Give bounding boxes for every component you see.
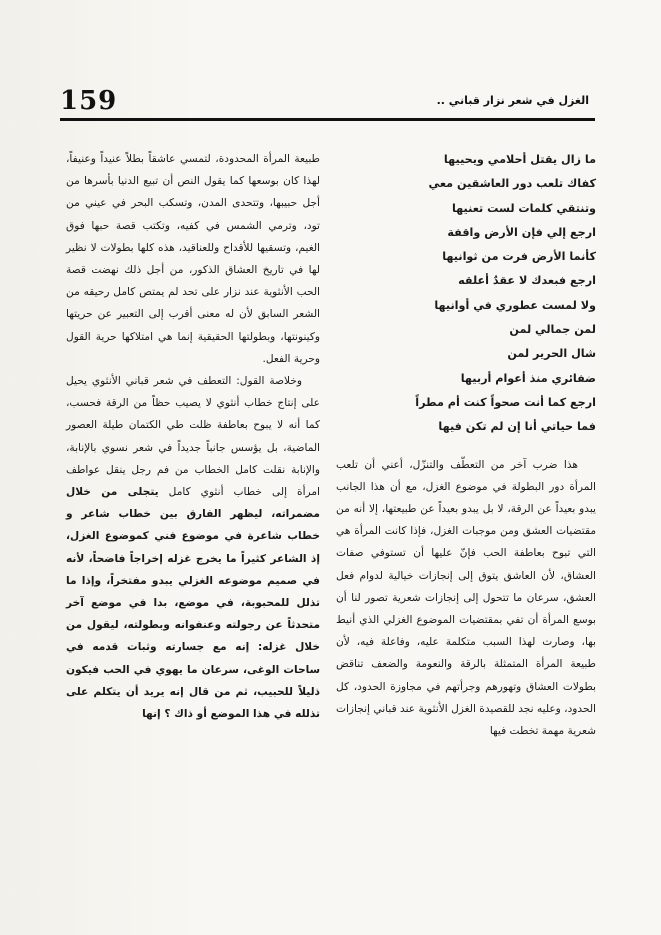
- left-paragraph-1: طبيعة المرأة المحدودة، لتمسي عاشقاً بطلاً عنيداً وعنيفاً، لهذا كان بوسعها كما يقول النص أن تبيع الدنيا بأسرها من أجل حبيبها، وتتحدى المدن، وتسكب البحر في عيني من تود، وترمي الشمس في كفيه، وتكتب قصة حبها فوق الغيم، وتسقيها للأقداح وللعناقيد، هذه كلها بطولات لا نظير لها في تاريخ العشاق الذكور، من أجل ذلك نهضت قصة الحب الأنثوية عند نزار على تحد لم يمتص كامل رحيقه من الشعر السابق لأن له معنى أقرب إلى التعبير عن حريتها وكينونتها، وبطولتها الحقيقية إنما هي امتلاكها حرية القول وحرية الفعل.: [66, 153, 320, 365]
- verse-line: كفاك تلعب دور العاشقين معي: [428, 177, 596, 191]
- paragraph-plain-text: وخلاصة القول: التعطف في شعر قباني الأنثوي يحيل على إنتاج خطاب أنثوي لا يصيب حظاً من الرقة فحسب، كما أنه لا يبوح بعاطفة ظلت طي الكتمان طيلة العصور الماضية، بل يؤسس جانباً جديداً في شعر نسوي بالإنابة، والإنابة نقلت كامل الخطاب من فم رجل ينقل عواطف امرأة إلى خطاب أنثوي كامل: [66, 375, 320, 499]
- verse-line: ضفائري منذ أعوام أربيها: [460, 371, 596, 385]
- running-title: الغزل في شعر نزار قباني ..: [436, 94, 589, 107]
- page-number: 159: [60, 86, 118, 116]
- paragraph-bold-text: يتجلى من خلال مضمراته، ليظهر الفارق بين خطاب شاعر و خطاب شاعرة في موضوع فني كموضوع الغزل، إذ الشاعر كثيراً ما يخرج غزله إخراجاً فاضحاً، لأنه في صميم موضوعه الغزلي يبدو مفتخراً، وإذا ما تذلل للمحبوبة، في موضع، بدا في موضع آخر متحدثاً عن رجولته وعنفوانه وبطولته، ليقول من خلال غزله: إنه مع جسارته وثبات قدمه في ساحات الوغى، سرعان ما يهوي في الحب فيكون ذليلاً للحبيب، ثم من قال إنه يريد أن يتكلم على تذلله في هذا الموضع أو ذاك ؟ إنها: [66, 486, 320, 721]
- right-column: [336, 148, 596, 742]
- verse-line: كأنما الأرض فرت من ثوانيها: [442, 250, 596, 264]
- verse-line: وتنتقي كلمات لست تعنيها: [451, 201, 596, 215]
- verse-line: ارجع فبعدك لا عقدٌ أعلقه: [458, 274, 596, 288]
- left-column: [66, 148, 320, 725]
- verse-line: شال الحرير لمن: [507, 347, 596, 361]
- verse-line: ارجع إلي فإن الأرض واقفة: [447, 225, 596, 239]
- page-header: [0, 82, 661, 122]
- verse-line: ولا لمست عطوري في أوانيها: [434, 298, 596, 312]
- verse-line: فما حياتي أنا إن لم تكن فيها: [438, 420, 596, 434]
- header-rule: [60, 118, 595, 121]
- verse-line: ما زال يقتل أحلامي ويحييها: [443, 153, 596, 166]
- verse-line: ارجع كما أنت صحواً كنت أم مطراً: [415, 395, 596, 409]
- right-column-paragraph: هذا ضرب آخر من التعطّف والتنزّل، أعني أن تلعب المرأة دور البطولة في موضوع الغزل، مع أن هذا الجانب يبدو بعيداً عن الرقة، لا بل يبدو بعيداً عن طبيعتها، إلا أنه من مقتضيات العشق ومن موجبات الغزل، فإذا كانت المرأة هي التي تبوح بعاطفة الحب فإنّ عليها أن تستوفي صفات العشاق، لأن العاشق يتوق إلى إنجازات خيالية لدوام فعل العشق، سرعان ما تتحول إلى إنجازات شعرية تصور لنا أن بوسع المرأة أن تفي بمقتضيات الموضوع الغزلي الذي أنيط بها، وصارت لهذا السبب متكلمة عليه، وفاعلة فيه، لأن طبيعة المرأة المتمثلة بالرقة والنعومة والضعف تناقض بطولات العشاق وتهورهم وجرأتهم في مجاوزة الحدود، كل الحدود، وعليه نجد للقصيدة الغزل الأنثوية عند قباني إنجازات شعرية مهمة تخطت فيها: [336, 458, 596, 737]
- verse-line: لمن جمالي لمن: [509, 323, 596, 337]
- left-paragraph-2: [66, 370, 320, 725]
- verse-list: [336, 148, 596, 440]
